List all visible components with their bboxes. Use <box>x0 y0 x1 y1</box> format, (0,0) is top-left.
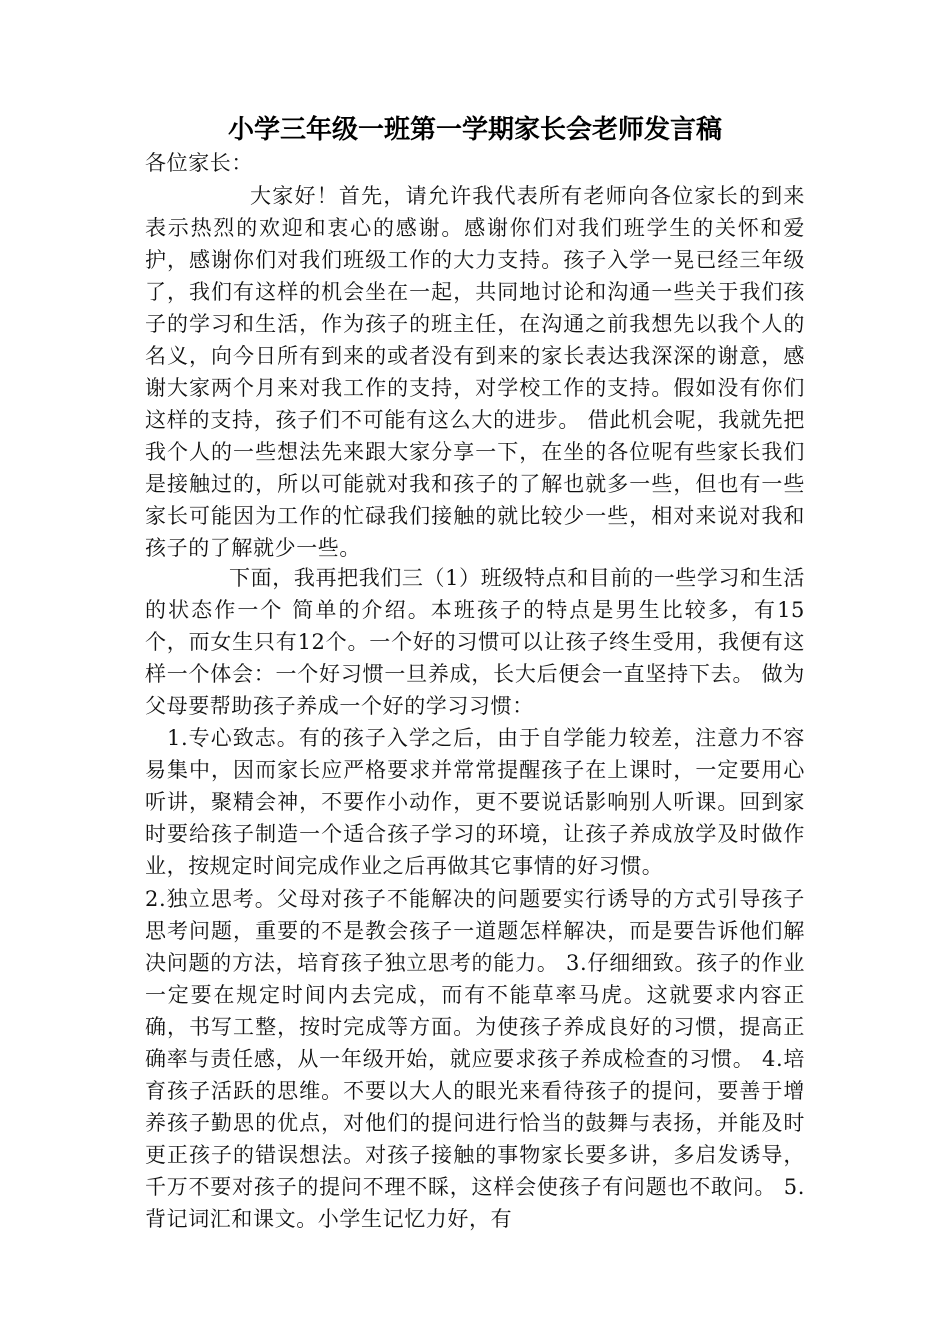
paragraph-habits-2-5: 2.独立思考。父母对孩子不能解决的问题要实行诱导的方式引导孩子思考问题，重要的不是教会孩子一道题怎样解决，而是要告诉他们解决问题的方法，培育孩子独立思考的能力。 3.仔细细致。孩子的作业一定要在规定时间内去完成，而有不能草率马虎。这就要求内容正确，书写工整，按时完成等方面。为使孩子养成良好的习惯，提高正确率与责任感，从一年级开始，就应要求孩子养成检查的习惯。 4.培育孩子活跃的思维。不要以大人的眼光来看待孩子的提问，要善于增养孩子勤思的优点，对他们的提问进行恰当的鼓舞与表扬，并能及时更正孩子的错误想法。对孩子接触的事物家长要多讲，多启发诱导，千万不要对孩子的提问不理不睬，这样会使孩子有问题也不敢问。 5.背记词汇和课文。小学生记忆力好，有 <box>145 887 805 1231</box>
paragraph-habit-1-text: 1.专心致志。有的孩子入学之后，由于自学能力较差，注意力不容易集中，因而家长应严格要求并常常提醒孩子在上课时，一定要用心听讲，聚精会神，不要作小动作，更不要说话影响别人听课。回到家时要给孩子制造一个适合孩子学习的环境，让孩子养成放学及时做作业，按规定时间完成作业之后再做其它事情的好习惯。 <box>145 726 805 878</box>
paragraph-class-intro: 下面，我再把我们三（1）班级特点和目前的一些学习和生活的状态作一个 简单的介绍。本班孩子的特点是男生比较多，有15个，而女生只有12个。一个好的习惯可以让孩子终生受用，我便有这样一个体会：一个好习惯一旦养成，长大后便会一直坚持下去。 做为父母要帮助孩子养成一个好的学习习惯： <box>145 566 805 718</box>
document-title: 小学三年级一班第一学期家长会老师发言稿 <box>227 115 722 145</box>
paragraph-welcome: 大家好！首先，请允许我代表所有老师向各位家长的到来表示热烈的欢迎和衷心的感谢。感谢你们对我们班学生的关怀和爱护，感谢你们对我们班级工作的大力支持。孩子入学一晃已经三年级了，我们有这样的机会坐在一起，共同地讨论和沟通一些关于我们孩子的学习和生活，作为孩子的班主任，在沟通之前我想先以我个人的名义，向今日所有到来的或者没有到来的家长表达我深深的谢意，感谢大家两个月来对我工作的支持，对学校工作的支持。假如没有你们这样的支持，孩子们不可能有这么大的进步。 借此机会呢，我就先把我个人的一些想法先来跟大家分享一下，在坐的各位呢有些家长我们是接触过的，所以可能就对我和孩子的了解也就多一些，但也有一些家长可能因为工作的忙碌我们接触的就比较少一些，相对来说对我和孩子的了解就少一些。 <box>145 184 805 560</box>
paragraph-habit-1 <box>145 722 805 877</box>
salutation: 各位家长： <box>145 151 253 175</box>
